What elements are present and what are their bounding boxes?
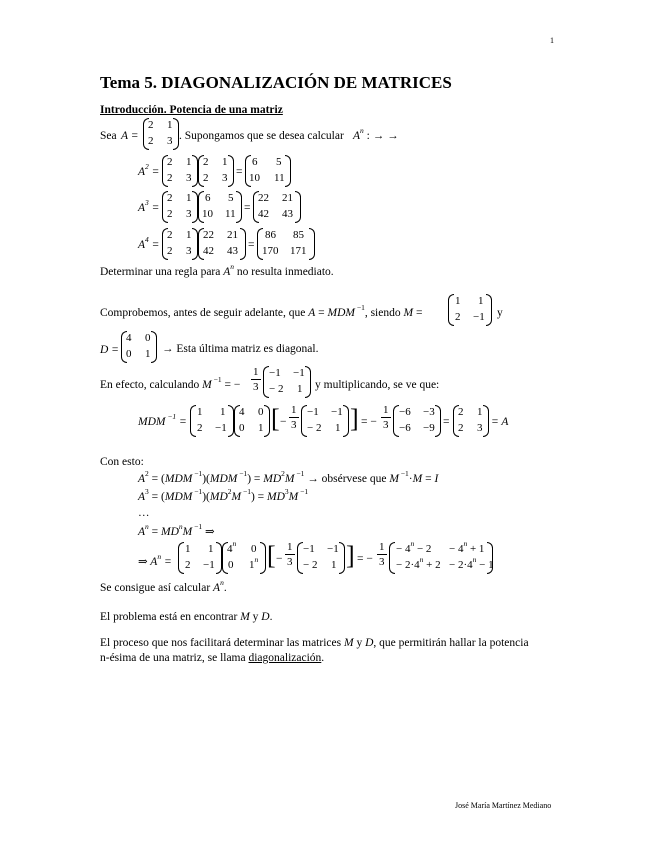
section-heading: Introducción. Potencia de una matriz: [100, 104, 283, 116]
text-proceso-line2: n-ésima de una matriz, se llama diagonalización.: [100, 652, 325, 664]
eq-sign: = −: [361, 416, 377, 428]
matrix-A2-f1: 2 1 2 3: [162, 155, 198, 187]
footer-author: José María Martínez Mediano: [455, 801, 552, 810]
matrix-An-result: − $4^n - 2$ − $4^n + 1$ − $2\cdot 4^n + 2$ − $2\cdot 4^n - 1$: [389, 542, 493, 574]
eq-sign: =: [248, 239, 255, 251]
matrix-Dn: 4$^n$ 0 0 1$^n$: [222, 542, 266, 574]
matrix-M-f4: 1 1 2 −1: [178, 542, 222, 574]
text-comprobemos: Comprobemos, antes de seguir adelante, que A = MDM $^{-1}$, siendo M =: [100, 303, 423, 319]
matrix-A4-f2: 22 21 42 43: [198, 228, 246, 260]
matrix-A: 2 1 2 3: [143, 118, 179, 150]
frac-1-3: 1 3: [285, 541, 295, 573]
text-proceso-line1: El proceso que nos facilitará determinar las matrices M y D, que permitirán hallar la potencia: [100, 637, 529, 649]
text-en-efecto: En efecto, calculando M $^{-1}$ = −: [100, 375, 241, 391]
eq-An: $A^n$ : → →: [353, 126, 399, 142]
page-number: 1: [550, 36, 554, 45]
eq-sign: =: [236, 166, 243, 178]
eq-A4-label: $A^4$ =: [138, 235, 160, 251]
matrix-D-f2: 4 0 0 1: [234, 405, 270, 437]
eq-An-MDM: $A^n = MD^nM$ $^{-1}$ ⇒: [138, 522, 215, 538]
bracket-close: ]: [346, 541, 355, 570]
matrix-A4-f1: 2 1 2 3: [162, 228, 198, 260]
frac-1-3: 1 3: [381, 404, 391, 436]
matrix-A3-f2: 6 5 10 11: [198, 191, 242, 223]
eq-An-final-label: ⇒ $A^n$ =: [138, 552, 172, 568]
minus-sign: −: [276, 553, 283, 565]
frac-1-3: 1 3: [377, 541, 387, 573]
matrix-A4-result: 86 85 170 171: [257, 228, 315, 260]
eq-ellipsis: …: [138, 507, 150, 519]
matrix-A2-f2: 2 1 2 3: [198, 155, 234, 187]
eq-A2-MDM: $A^2 = (MDM$ $^{-1}$)(MDM $^{-1}) = MD^2M$ $^{-1}$ → obsérvese que M $^{-1}$·M = I: [138, 469, 439, 485]
eq-A3-MDM: $A^3 = (MDM$ $^{-1})(MD^2M$ $^{-1}) = MD^3M$ $^{-1}$: [138, 487, 309, 503]
eq-A2-label: $A^2$ =: [138, 162, 160, 178]
eq-sign: =: [443, 416, 450, 428]
frac-1-3: 1 3: [289, 404, 299, 436]
text-diagonal: → Esta última matriz es diagonal.: [162, 343, 319, 355]
eq-A3-label: $A^3$ =: [138, 198, 160, 214]
frac-1-3: 1 3: [251, 366, 261, 398]
matrix-M: 1 1 2 −1: [448, 294, 492, 326]
text-con-esto: Con esto:: [100, 456, 144, 468]
eq-D: D =: [100, 344, 119, 356]
matrix-Minv-inner: −1 −1 − 2 1: [263, 366, 311, 398]
eq-result-A: = A: [491, 416, 509, 428]
sea-label: Sea: [100, 130, 117, 142]
eq-MDM-label: MDM $^{-1}$ =: [138, 412, 187, 428]
text-determinar: Determinar una regla para $A^n$ no resulta inmediato.: [100, 262, 334, 278]
page-title: Tema 5. DIAGONALIZACIÓN DE MATRICES: [100, 73, 452, 92]
bracket-open: [: [271, 404, 280, 433]
sea-rest: . Supongamos que se desea calcular: [179, 130, 344, 142]
text-se-consigue: Se consigue así calcular $A^n$.: [100, 578, 227, 594]
matrix-Minv-f5: −1 −1 − 2 1: [297, 542, 345, 574]
minus-sign: −: [280, 416, 287, 428]
matrix-A2-result: 6 5 10 11: [245, 155, 291, 187]
matrix-A3-f1: 2 1 2 3: [162, 191, 198, 223]
eq-sign: =: [244, 202, 251, 214]
bracket-open: [: [267, 541, 276, 570]
bracket-close: ]: [350, 404, 359, 433]
text-problema: El problema está en encontrar M y D.: [100, 611, 273, 623]
eq-A: A =: [121, 130, 139, 142]
matrix-M-f1: 1 1 2 −1: [190, 405, 234, 437]
matrix-A-result: 2 1 2 3: [453, 405, 489, 437]
term-diagonalizacion: diagonalización: [248, 652, 322, 664]
matrix-A3-result: 22 21 42 43: [253, 191, 301, 223]
text-y: y: [497, 307, 503, 319]
text-multiplicando: y multiplicando, se ve que:: [315, 379, 440, 391]
matrix-product: −6 −3 −6 −9: [393, 405, 441, 437]
matrix-Minv-f3: −1 −1 − 2 1: [301, 405, 349, 437]
eq-sign: = −: [357, 553, 373, 565]
matrix-D: 4 0 0 1: [121, 331, 157, 363]
